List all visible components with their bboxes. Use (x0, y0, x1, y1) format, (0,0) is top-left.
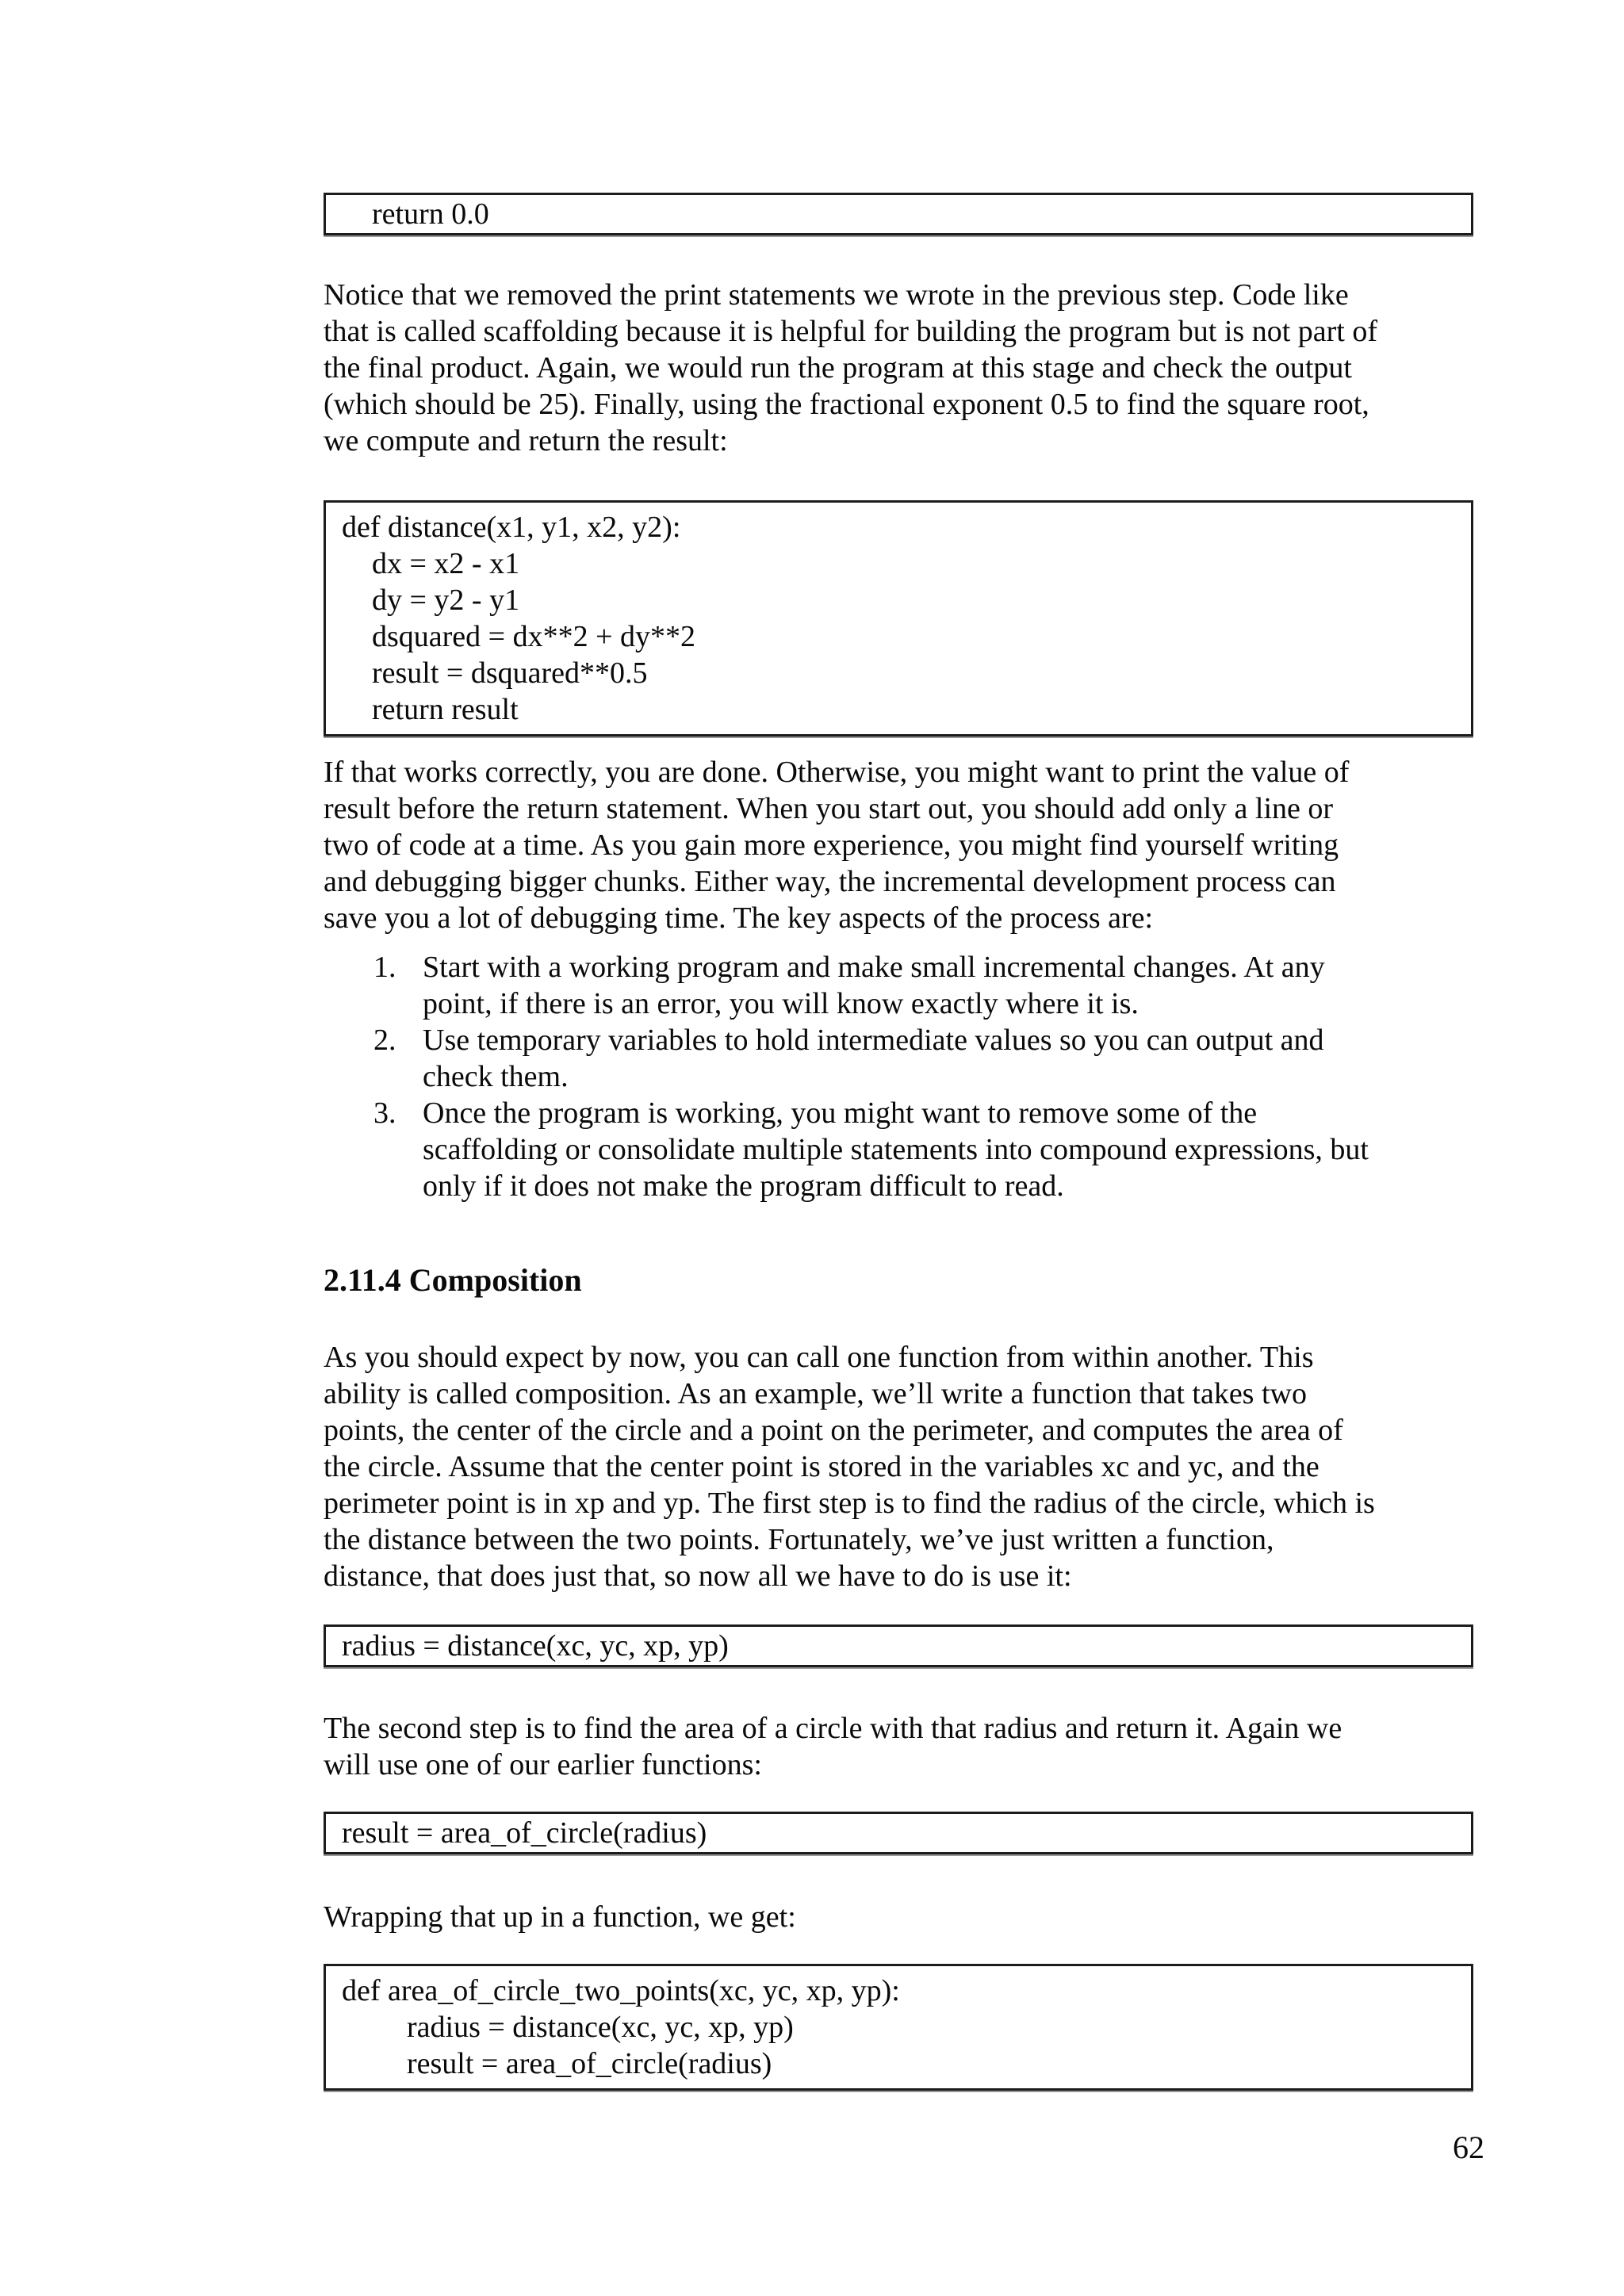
paragraph-incremental-development (324, 754, 1473, 936)
text-line: ability is called composition. As an example, we’ll write a function that takes two (324, 1377, 1307, 1410)
paragraph-second-step (324, 1710, 1473, 1783)
code-line: result = area_of_circle(radius) (342, 1816, 707, 1850)
list-item-number: 1. (373, 951, 396, 984)
text-line: the distance between the two points. Fortunately, we’ve just written a function, (324, 1523, 1274, 1556)
code-line: def distance(x1, y1, x2, y2): (342, 511, 681, 544)
list-item-text (423, 1095, 1473, 1204)
section-heading-composition: 2.11.4 Composition (324, 1262, 582, 1298)
text-line: point, if there is an error, you will know exactly where it is. (423, 987, 1139, 1020)
text-line: result before the return statement. When you start out, you should add only a line or (324, 792, 1334, 825)
text-line: save you a lot of debugging time. The key aspects of the process are: (324, 901, 1154, 935)
numbered-list-process (324, 949, 1473, 1204)
text-line: If that works correctly, you are done. Otherwise, you might want to print the value of (324, 756, 1350, 789)
text-line: distance, that does just that, so now all we have to do is use it: (324, 1559, 1072, 1593)
paragraph-composition (324, 1339, 1473, 1594)
text-line: the circle. Assume that the center point is stored in the variables xc and yc, and the (324, 1450, 1320, 1483)
text-line: only if it does not make the program difficult to read. (423, 1169, 1064, 1203)
code-box-return (324, 193, 1473, 235)
text-line: (which should be 25). Finally, using the fractional exponent 0.5 to find the square root, (324, 388, 1369, 421)
text-line: scaffolding or consolidate multiple statements into compound expressions, but (423, 1133, 1369, 1166)
text-line: Use temporary variables to hold intermediate values so you can output and (423, 1024, 1324, 1057)
code-line: return 0.0 (372, 197, 489, 231)
list-item (324, 1022, 1473, 1095)
text-line: we compute and return the result: (324, 424, 728, 457)
list-item-text (423, 949, 1473, 1022)
text-line: Notice that we removed the print statements we wrote in the previous step. Code like (324, 278, 1349, 312)
text-line: As you should expect by now, you can call one function from within another. This (324, 1341, 1314, 1374)
code-box-radius (324, 1624, 1473, 1667)
paragraph-scaffolding (324, 277, 1473, 459)
list-item-number: 3. (373, 1096, 396, 1130)
code-line: dsquared = dx**2 + dy**2 (372, 620, 696, 653)
code-box-result (324, 1812, 1473, 1854)
text-line: two of code at a time. As you gain more experience, you might find yourself writing (324, 828, 1339, 862)
code-line: return result (372, 693, 519, 726)
code-line: result = dsquared**0.5 (372, 656, 648, 690)
text-line: Start with a working program and make small incremental changes. At any (423, 951, 1325, 984)
code-line: radius = distance(xc, yc, xp, yp) (407, 2011, 794, 2044)
list-item-number: 2. (373, 1024, 396, 1057)
code-box-distance (324, 500, 1473, 737)
text-line: the final product. Again, we would run the program at this stage and check the output (324, 351, 1352, 385)
paragraph-wrapping (324, 1899, 1473, 1935)
code-line: dx = x2 - x1 (372, 547, 520, 580)
list-item (324, 1095, 1473, 1204)
code-line: def area_of_circle_two_points(xc, yc, xp, yp): (342, 1974, 900, 2007)
page-content (324, 193, 1473, 2091)
text-line: perimeter point is in xp and yp. The first step is to find the radius of the circle, which is (324, 1487, 1375, 1520)
text-line: Wrapping that up in a function, we get: (324, 1900, 796, 1934)
code-line: result = area_of_circle(radius) (407, 2047, 772, 2080)
list-item-text (423, 1022, 1473, 1095)
text-line: that is called scaffolding because it is helpful for building the program but is not part of (324, 315, 1377, 348)
text-line: and debugging bigger chunks. Either way, the incremental development process can (324, 865, 1336, 898)
code-line: radius = distance(xc, yc, xp, yp) (342, 1629, 729, 1663)
page-number: 62 (1453, 2130, 1484, 2165)
code-box-area-two-points (324, 1964, 1473, 2091)
text-line: will use one of our earlier functions: (324, 1748, 762, 1781)
text-line: points, the center of the circle and a point on the perimeter, and computes the area of (324, 1414, 1343, 1447)
list-item (324, 949, 1473, 1022)
text-line: The second step is to find the area of a circle with that radius and return it. Again we (324, 1712, 1342, 1745)
text-line: Once the program is working, you might want to remove some of the (423, 1096, 1258, 1130)
code-line: dy = y2 - y1 (372, 584, 520, 617)
text-line: check them. (423, 1060, 569, 1093)
